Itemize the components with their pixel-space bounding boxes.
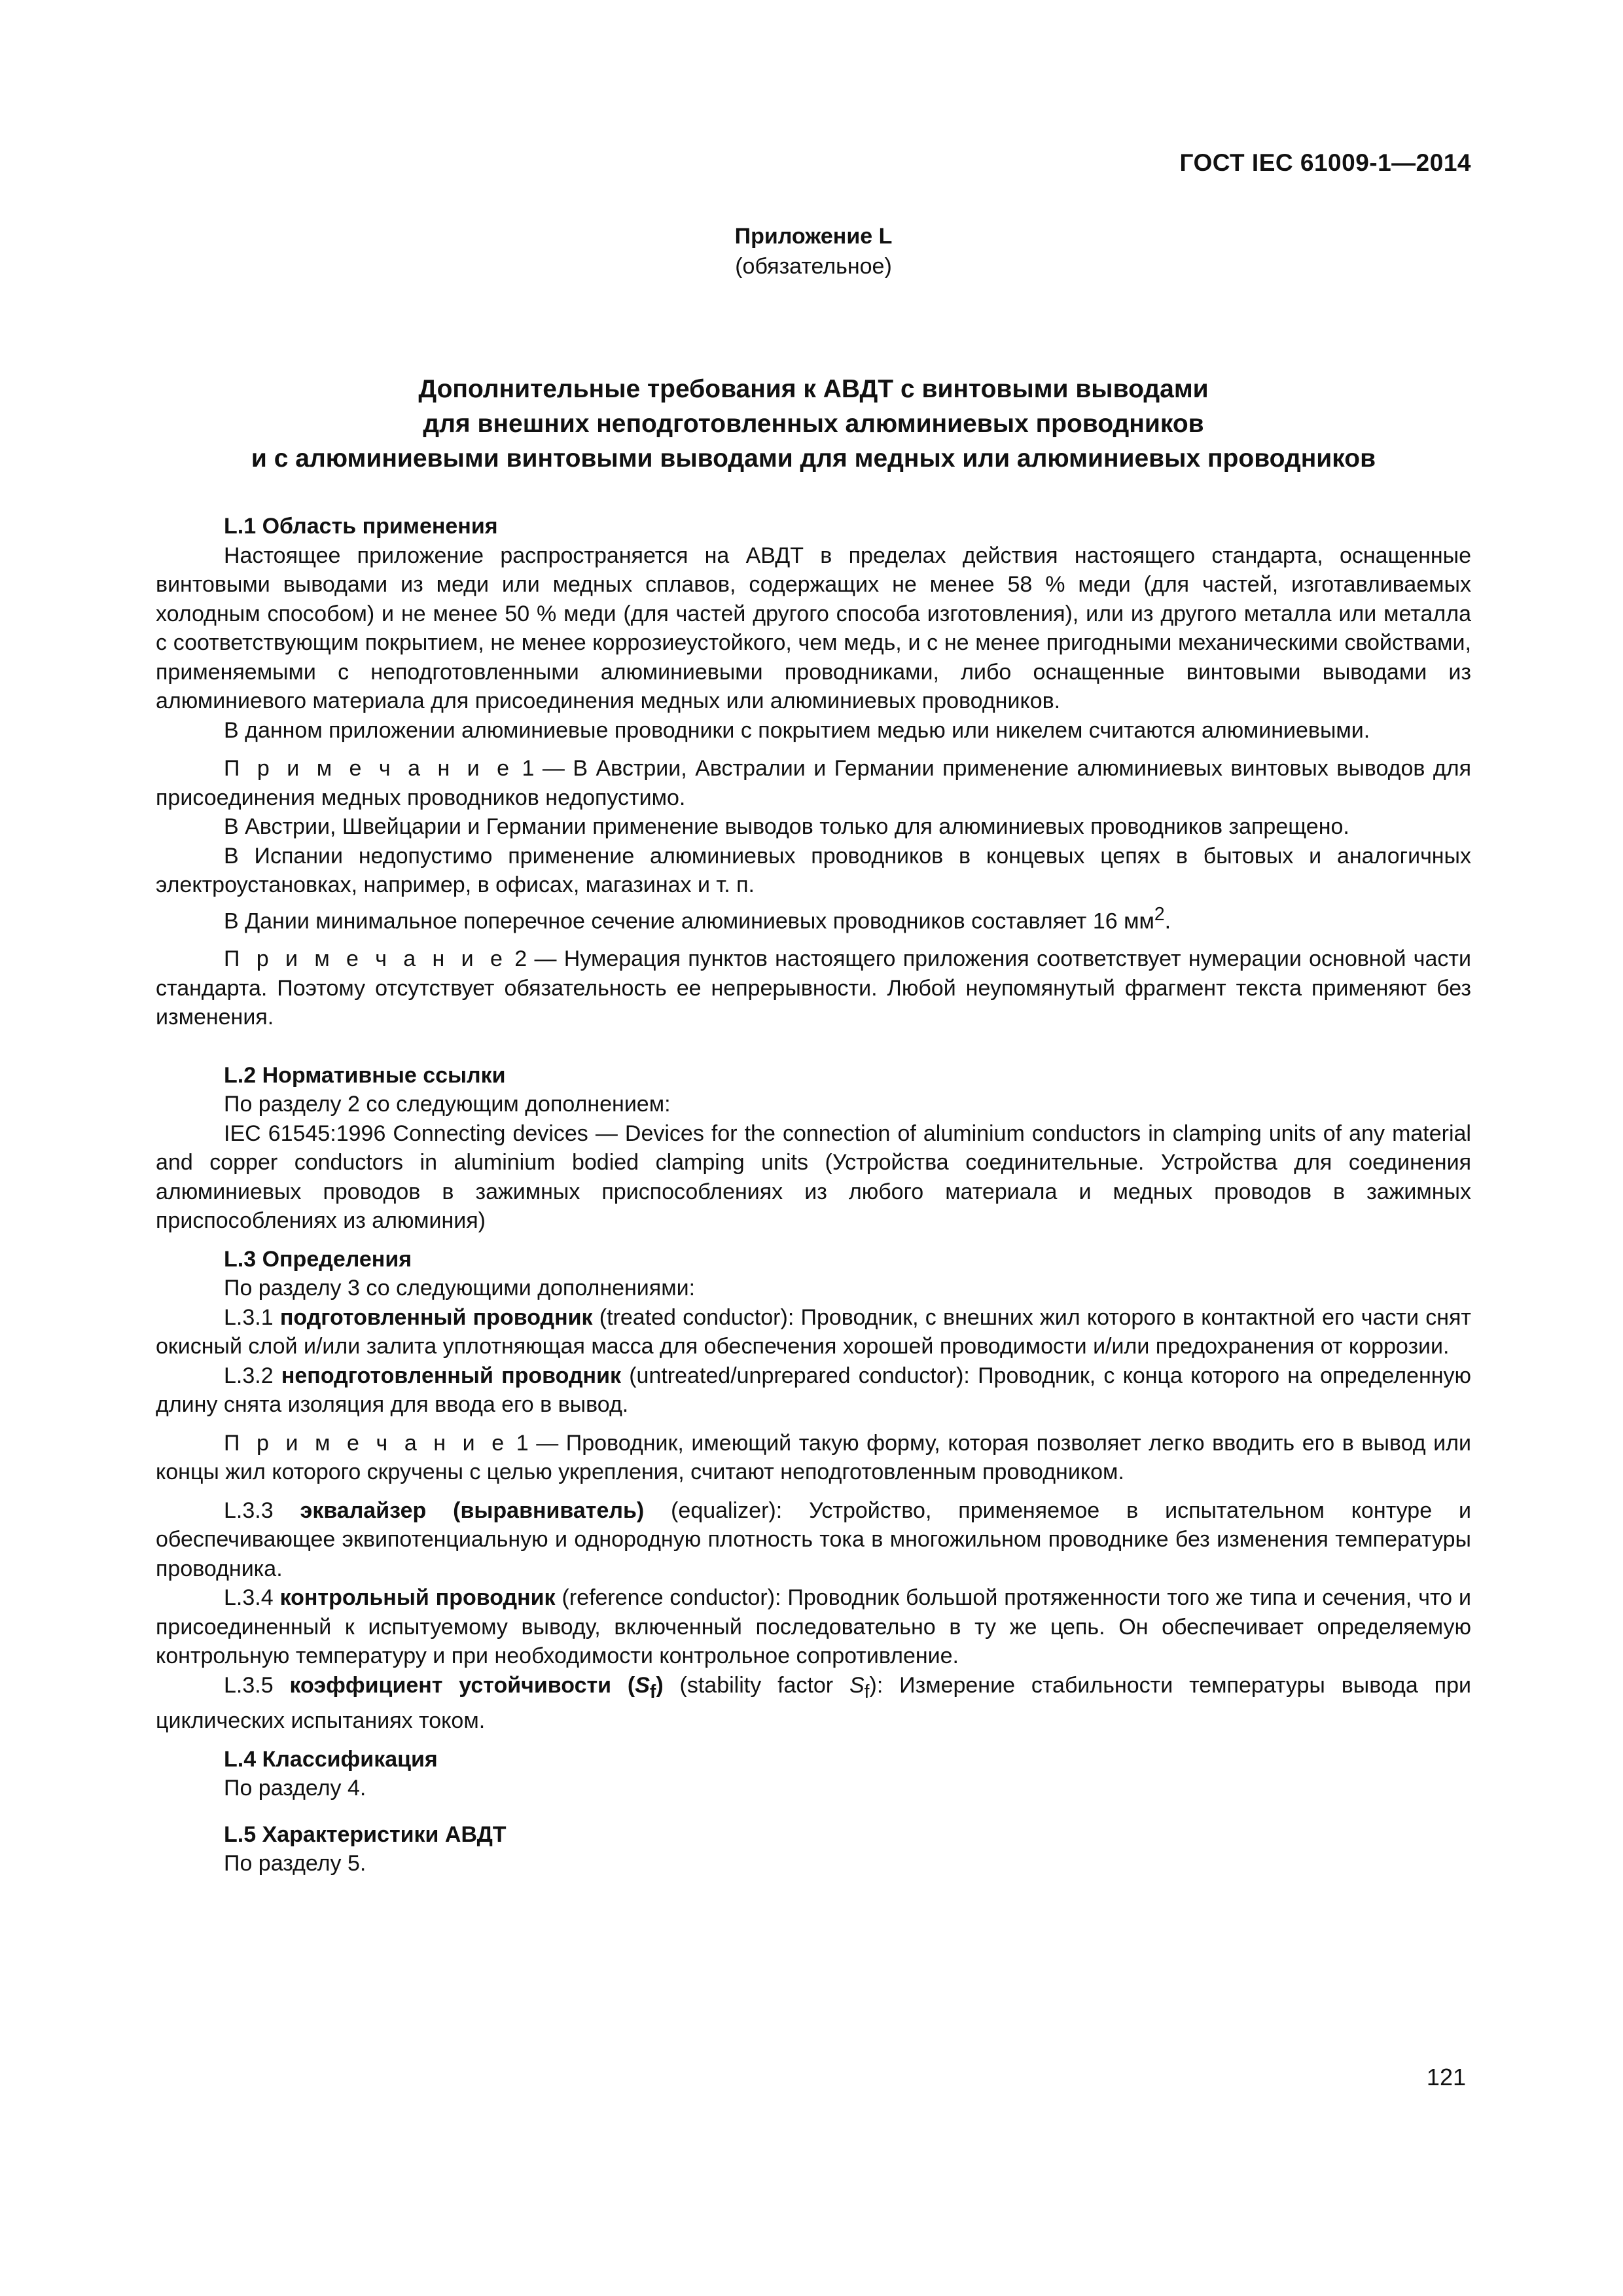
definition-text: (equalizer): Устройство, применяемое в испытательном контуре и обеспечивающее эквипотенциальную и однородную плотность тока в многожильном проводнике без изменения температуры проводника. xyxy=(156,1498,1472,1581)
definition-number: L.3.2 xyxy=(224,1363,281,1388)
appendix-title: Приложение L xyxy=(734,224,893,249)
section-heading-l3: L.3 Определения xyxy=(224,1246,412,1272)
definitions-intro: По разделу 3 со следующими дополнениями: xyxy=(224,1276,696,1301)
section-heading-l4: L.4 Классификация xyxy=(224,1746,438,1772)
reference-iec-61545: IEC 61545:1996 Connecting devices — Devices for the connection of aluminium conductors in clamping units of any material and copper conductors in aluminium bodied clamping units (Устройства соединительные. Устройства для соединения алюминиевых проводов в зажимных приспособлениях из любого материала и медных проводов в зажимных приспособлениях из алюминия) xyxy=(156,1121,1471,1234)
characteristics-text: По разделу 5. xyxy=(224,1851,366,1876)
scope-paragraph: Настоящее приложение распространяется на АВДТ в пределах действия настоящего стандарта, оснащенные винтовыми выводами из меди или медных сплавов, содержащих не менее 58 % меди (для частей, изготавливаемых холодным способом) и не менее 50 % меди (для частей другого способа изготовления), или из другого металла или металла с соответствующим покрытием, не менее коррозиеустойкого, чем медь, и с не менее пригодными механическими свойствами, применяемыми с неподготовленными алюминиевыми проводниками, либо оснащенные винтовыми выводами из алюминиевого материала для присоединения медных или алюминиевых проводников. xyxy=(156,543,1471,713)
note-label: П р и м е ч а н и е xyxy=(224,756,514,781)
definition-term: эквалайзер (выравниватель) xyxy=(300,1498,645,1523)
appendix-main-title xyxy=(156,372,1471,476)
page-number: 121 xyxy=(1426,2064,1466,2090)
symbol-subscript: f xyxy=(649,1681,656,1702)
term-text: коэффициент устойчивости ( xyxy=(289,1672,635,1698)
note-1 xyxy=(156,754,1471,812)
note-text: 1 — Проводник, имеющий такую форму, которая позволяет легко вводить его в вывод или концы жил которого скручены с целью укрепления, считают неподготовленным проводником. xyxy=(156,1430,1471,1485)
definition-number: L.3.4 xyxy=(224,1585,280,1611)
section-heading-l5: L.5 Характеристики АВДТ xyxy=(224,1821,507,1847)
term-text-end: ) xyxy=(656,1672,664,1698)
definition-text: (untreated/unprepared conductor): Проводник, с конца которого на определенную длину снята изоляция для ввода его в вывод. xyxy=(156,1363,1471,1418)
note-label: П р и м е ч а н и е xyxy=(224,946,507,972)
scope-paragraph-2: В данном приложении алюминиевые проводники с покрытием медью или никелем считаются алюминиевыми. xyxy=(224,717,1370,743)
definition-text: (stability factor xyxy=(663,1672,849,1698)
note-2 xyxy=(156,944,1471,1032)
section-heading-l1: L.1 Область применения xyxy=(224,514,498,539)
section-heading-l2: L.2 Нормативные ссылки xyxy=(224,1062,506,1088)
definition-term: контрольный проводник xyxy=(279,1585,556,1611)
note-1-spain: В Испании недопустимо применение алюминиевых проводников в концевых цепях в бытовых и аналогичных электроустановках, например, в офисах, магазинах и т. п. xyxy=(156,843,1471,897)
definition-l32 xyxy=(156,1361,1471,1420)
definitions-note xyxy=(156,1429,1471,1487)
note-1-denmark xyxy=(156,900,1471,936)
definition-number: L.3.5 xyxy=(224,1672,290,1698)
title-line-1: Дополнительные требования к АВДТ с винтовыми выводами xyxy=(418,375,1209,403)
note-text: 2 — Нумерация пунктов настоящего приложения соответствует нумерации основной части стандарта. Поэтому отсутствует обязательность ее непрерывности. Любой неупомянутый фрагмент текста применяют без изменения. xyxy=(156,946,1471,1030)
definition-term: подготовленный проводник xyxy=(279,1304,593,1330)
definition-text: (treated conductor): Проводник, с внешних жил которого в контактной его части снят окисный слой и/или залита уплотняющая масса для обеспечения хорошей проводимости и/или предохранения от коррозии. xyxy=(156,1304,1471,1359)
definition-l34 xyxy=(156,1583,1471,1671)
appendix-status: (обязательное) xyxy=(735,254,892,279)
note-label: П р и м е ч а н и е xyxy=(224,1430,509,1456)
definition-text-end: ): Измерение стабильности температуры вывода при циклических испытаниях током. xyxy=(156,1672,1471,1734)
note-text: В Дании минимальное поперечное сечение алюминиевых проводников составляет 16 мм xyxy=(224,908,1154,933)
definition-number: L.3.3 xyxy=(224,1498,300,1523)
definition-l31 xyxy=(156,1303,1471,1361)
definition-number: L.3.1 xyxy=(224,1304,280,1330)
definition-term: неподготовленный проводник xyxy=(281,1363,621,1388)
definition-term xyxy=(289,1672,664,1702)
symbol: S xyxy=(849,1672,865,1698)
document-body xyxy=(156,512,1471,1878)
note-1-austria: В Австрии, Швейцарии и Германии применение выводов только для алюминиевых проводников запрещено. xyxy=(224,814,1349,839)
definition-l35 xyxy=(156,1671,1471,1736)
note-text: 1 — В Австрии, Австралии и Германии применение алюминиевых винтовых выводов для присоединения медных проводников недопустимо. xyxy=(156,756,1471,810)
symbol-subscript: f xyxy=(864,1681,870,1702)
appendix-heading xyxy=(156,221,1471,281)
classification-text: По разделу 4. xyxy=(224,1776,366,1801)
superscript: 2 xyxy=(1154,903,1165,925)
title-line-2: для внешних неподготовленных алюминиевых проводников xyxy=(423,410,1204,438)
note-text-end: . xyxy=(1164,908,1171,933)
definition-l33 xyxy=(156,1496,1471,1584)
title-line-3: и с алюминиевыми винтовыми выводами для медных или алюминиевых проводников xyxy=(251,444,1376,473)
symbol: S xyxy=(635,1672,650,1698)
references-intro: По разделу 2 со следующим дополнением: xyxy=(224,1092,671,1117)
document-header: ГОСТ IEC 61009-1—2014 xyxy=(1179,149,1471,176)
definition-text: (reference conductor): Проводник большой протяженности того же типа и сечения, что и присоединенный к испытуемому выводу, включенный последовательно в ту же цепь. Он обеспечивает определяемую контрольную температуру и при необходимости контрольное сопротивление. xyxy=(156,1585,1471,1669)
